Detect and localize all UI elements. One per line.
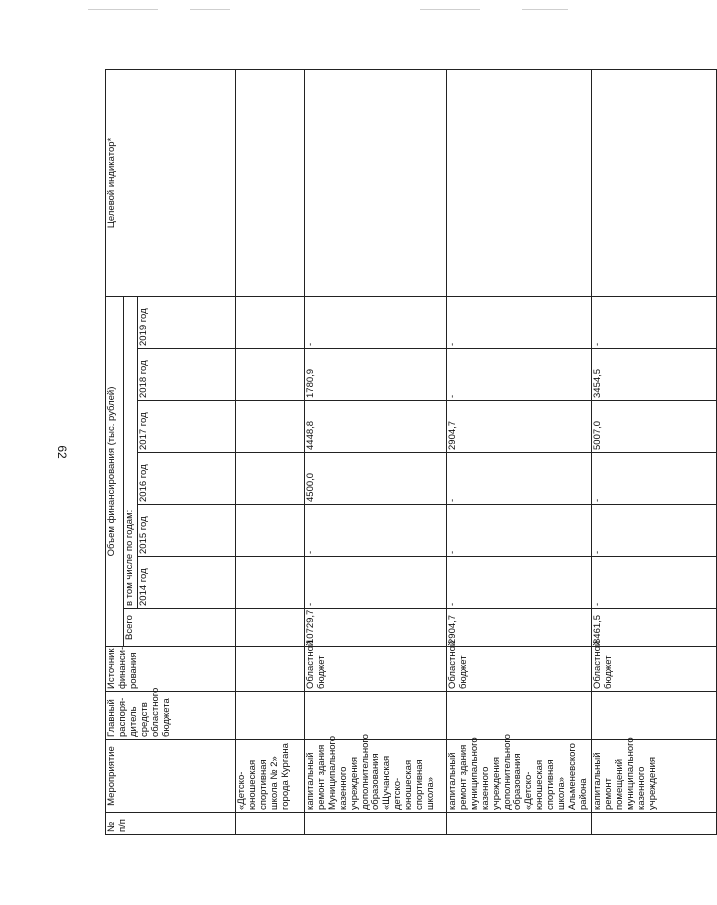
header-target: Целевой индикатор* bbox=[106, 69, 236, 296]
cell-year: 4448,8 bbox=[304, 401, 446, 453]
cell-year: - bbox=[304, 557, 446, 609]
cell-year: - bbox=[304, 296, 446, 348]
cell-year: - bbox=[304, 505, 446, 557]
cell-event: капитальный ремонт здания муниципального казенного учреждения дополнительного образования «Детско- юношеская спортивная школа» Альменевского района bbox=[446, 740, 591, 813]
cell-year: - bbox=[446, 557, 591, 609]
cell-source: Областной бюджет bbox=[446, 647, 591, 692]
scan-artifact-line bbox=[522, 9, 568, 10]
cell-year: - bbox=[446, 453, 591, 505]
header-year: 2019 год bbox=[137, 296, 235, 348]
cell-year: - bbox=[591, 505, 716, 557]
header-by-years: в том числе по годам: bbox=[124, 296, 138, 608]
cell-source: Областной бюджет bbox=[304, 647, 446, 692]
cell-year: - bbox=[591, 453, 716, 505]
header-total: Всего bbox=[124, 609, 236, 647]
header-year: 2015 год bbox=[137, 505, 235, 557]
cell-num bbox=[304, 813, 446, 835]
header-num: № п/п bbox=[106, 813, 236, 835]
cell-total: 10729,7 bbox=[304, 609, 446, 647]
cell-year: - bbox=[591, 296, 716, 348]
cell-manager bbox=[446, 692, 591, 740]
cell-target bbox=[446, 69, 591, 296]
cell-target bbox=[304, 69, 446, 296]
header-manager: Главный распоря- дитель средств областного бюджета bbox=[106, 692, 236, 740]
cell-manager bbox=[304, 692, 446, 740]
cell-year: 4500,0 bbox=[304, 453, 446, 505]
cell-year bbox=[235, 296, 304, 348]
cell-num bbox=[591, 813, 716, 835]
header-funding: Объем финансирования (тыс. рублей) bbox=[106, 296, 124, 646]
cell-total bbox=[235, 609, 304, 647]
scan-artifact-line bbox=[88, 9, 158, 10]
header-source: Источник финанси- рования bbox=[106, 647, 236, 692]
table-row bbox=[235, 69, 304, 834]
cell-manager bbox=[235, 692, 304, 740]
scan-artifact-line bbox=[190, 9, 230, 10]
cell-source: Областной бюджет bbox=[591, 647, 716, 692]
cell-event: «Детско- юношеская спортивная школа № 2» города Кургана bbox=[235, 740, 304, 813]
cell-year bbox=[235, 349, 304, 401]
table-row bbox=[446, 69, 591, 834]
cell-target bbox=[591, 69, 716, 296]
table-row bbox=[591, 69, 716, 834]
cell-year: 5007,0 bbox=[591, 401, 716, 453]
scan-artifact-line bbox=[420, 9, 480, 10]
cell-num bbox=[235, 813, 304, 835]
table-row bbox=[304, 69, 446, 834]
cell-year: 1780,9 bbox=[304, 349, 446, 401]
cell-event: капитальный ремонт помещений муниципального казенного учреждения bbox=[591, 740, 716, 813]
cell-target bbox=[235, 69, 304, 296]
header-year: 2016 год bbox=[137, 453, 235, 505]
header-row bbox=[106, 69, 124, 834]
cell-year: - bbox=[446, 349, 591, 401]
cell-source bbox=[235, 647, 304, 692]
cell-year: - bbox=[591, 557, 716, 609]
header-event: Мероприятие bbox=[106, 740, 236, 813]
header-year: 2018 год bbox=[137, 349, 235, 401]
cell-year: - bbox=[446, 505, 591, 557]
funding-table bbox=[105, 69, 717, 835]
rotated-table-container bbox=[105, 70, 658, 835]
cell-total: 8461,5 bbox=[591, 609, 716, 647]
cell-year bbox=[235, 505, 304, 557]
header-year: 2014 год bbox=[137, 557, 235, 609]
cell-year bbox=[235, 453, 304, 505]
cell-year bbox=[235, 401, 304, 453]
cell-year: - bbox=[446, 296, 591, 348]
cell-manager bbox=[591, 692, 716, 740]
cell-total: 2904,7 bbox=[446, 609, 591, 647]
cell-event: капитальный ремонт здания Муниципального казенного учреждения дополнительного образования «Щучанская детско- юношеская спортивная школа» bbox=[304, 740, 446, 813]
cell-year: 3454,5 bbox=[591, 349, 716, 401]
cell-num bbox=[446, 813, 591, 835]
page-number: 62 bbox=[55, 445, 69, 459]
header-year: 2017 год bbox=[137, 401, 235, 453]
cell-year bbox=[235, 557, 304, 609]
cell-year: 2904,7 bbox=[446, 401, 591, 453]
